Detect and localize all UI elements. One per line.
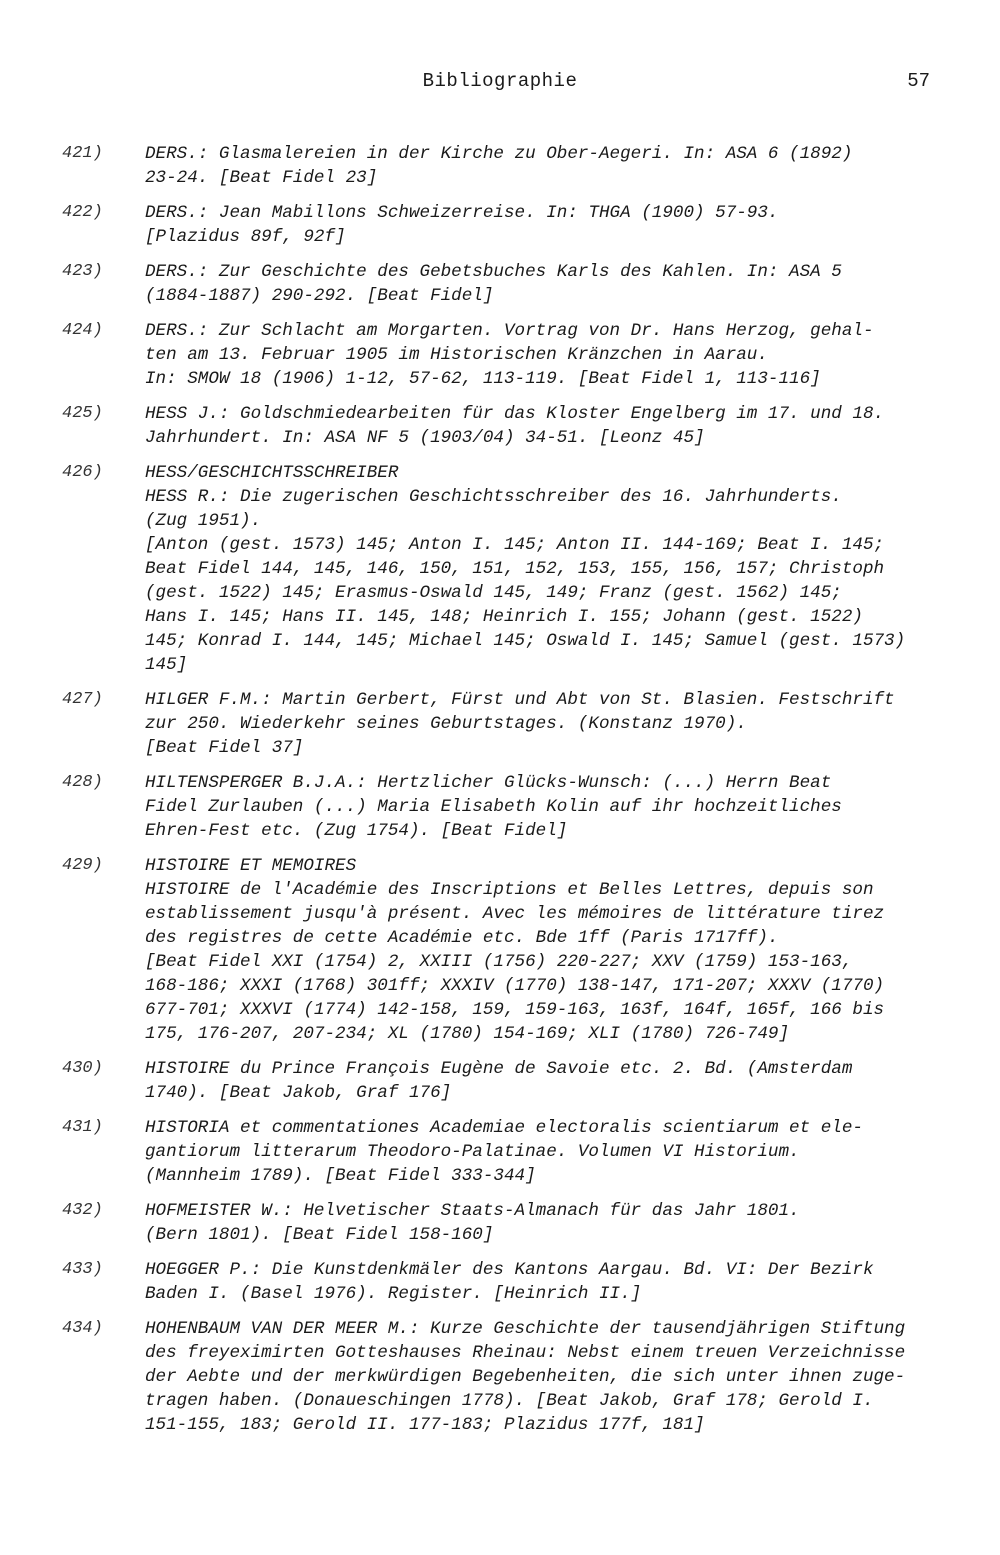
- entry-number: 425): [62, 404, 103, 423]
- entry-number: 428): [62, 773, 103, 792]
- bibliography-entry: [62, 142, 967, 190]
- entry-number: 424): [62, 321, 103, 340]
- page-number: 57: [907, 70, 930, 92]
- entry-text: HOHENBAUM VAN DER MEER M.: Kurze Geschichte der tausendjährigen Stiftung des freyeximirten Gotteshauses Rheinau: Nebst einem treuen Verzeichnisse der Aebte und der merkwürdigen Begebenheiten, die sich unter ihnen zuge- tragen haben. (Donaueschingen 1778). [Beat Jakob, Graf 178; Gerold I. 151-155, 183; Gerold II. 177-183; Plazidus 177f, 181]: [145, 1319, 906, 1435]
- bibliography-entry: [62, 402, 967, 450]
- entry-text: HOEGGER P.: Die Kunstdenkmäler des Kantons Aargau. Bd. VI: Der Bezirk Baden I. (Basel 1976). Register. [Heinrich II.]: [145, 1260, 874, 1304]
- bibliography-entry: [62, 1317, 967, 1437]
- bibliography-entry: [62, 260, 967, 308]
- entry-text: DERS.: Jean Mabillons Schweizerreise. In: THGA (1900) 57-93. [Plazidus 89f, 92f]: [145, 203, 779, 247]
- bibliography-entry: [62, 1116, 967, 1188]
- entry-text: DERS.: Zur Geschichte des Gebetsbuches Karls des Kahlen. In: ASA 5 (1884-1887) 290-292. [Beat Fidel]: [145, 262, 842, 306]
- entry-number: 434): [62, 1319, 103, 1338]
- entry-text: HISTOIRE ET MEMOIRES HISTOIRE de l'Académie des Inscriptions et Belles Lettres, depuis son establissement jusqu'à présent. Avec les mémoires de littérature tirez des registres de cette Académie etc. Bde 1ff (Paris 1717ff). [Beat Fidel XXI (1754) 2, XXIII (1756) 220-227; XXV (1759) 153-163, 168-186; XXXI (1768) 301ff; XXXIV (1770) 138-147, 171-207; XXXV (1770) 677-701; XXXVI (1774) 142-158, 159, 159-163, 163f, 164f, 165f, 166 bis 175, 176-207, 207-234; XL (1780) 154-169; XLI (1780) 726-749]: [145, 856, 885, 1044]
- entry-text: DERS.: Glasmalereien in der Kirche zu Ober-Aegeri. In: ASA 6 (1892) 23-24. [Beat Fidel 23]: [145, 144, 853, 188]
- entry-number: 423): [62, 262, 103, 281]
- bibliography-entry: [62, 1199, 967, 1247]
- entry-text: HESS J.: Goldschmiedearbeiten für das Kloster Engelberg im 17. und 18. Jahrhundert. In: ASA NF 5 (1903/04) 34-51. [Leonz 45]: [145, 404, 885, 448]
- entry-text: DERS.: Zur Schlacht am Morgarten. Vortrag von Dr. Hans Herzog, gehal- ten am 13. Februar 1905 im Historischen Kränzchen in Aarau. In: SMOW 18 (1906) 1-12, 57-62, 113-119. [Beat Fidel 1, 113-116]: [145, 321, 874, 389]
- entry-number: 421): [62, 144, 103, 163]
- entry-number: 422): [62, 203, 103, 222]
- running-title: Bibliographie: [422, 70, 578, 92]
- bibliography-entry: [62, 319, 967, 391]
- entry-text: HISTORIA et commentationes Academiae electoralis scientiarum et ele- gantiorum litterarum Theodoro-Palatinae. Volumen VI Historium. (Mannheim 1789). [Beat Fidel 333-344]: [145, 1118, 863, 1186]
- bibliography-entry: [62, 854, 967, 1046]
- bibliography-entry: [62, 1258, 967, 1306]
- bibliography-entry: [62, 201, 967, 249]
- bibliography-list: [62, 142, 967, 1448]
- entry-text: HILTENSPERGER B.J.A.: Hertzlicher Glücks-Wunsch: (...) Herrn Beat Fidel Zurlauben (...) Maria Elisabeth Kolin auf ihr hochzeitliches Ehren-Fest etc. (Zug 1754). [Beat Fidel]: [145, 773, 842, 841]
- entry-text: HOFMEISTER W.: Helvetischer Staats-Almanach für das Jahr 1801. (Bern 1801). [Beat Fidel 158-160]: [145, 1201, 800, 1245]
- bibliography-entry: [62, 1057, 967, 1105]
- entry-number: 426): [62, 463, 103, 482]
- entry-number: 433): [62, 1260, 103, 1279]
- entry-number: 429): [62, 856, 103, 875]
- entry-number: 432): [62, 1201, 103, 1220]
- entry-number: 431): [62, 1118, 103, 1137]
- entry-text: HESS/GESCHICHTSSCHREIBER HESS R.: Die zugerischen Geschichtsschreiber des 16. Jahrhunderts. (Zug 1951). [Anton (gest. 1573) 145; Anton I. 145; Anton II. 144-169; Beat I. 145; Beat Fidel 144, 145, 146, 150, 151, 152, 153, 155, 156, 157; Christoph (gest. 1522) 145; Erasmus-Oswald 145, 149; Franz (gest. 1562) 145; Hans I. 145; Hans II. 145, 148; Heinrich I. 155; Johann (gest. 1522) 145; Konrad I. 144, 145; Michael 145; Oswald I. 145; Samuel (gest. 1573) 145]: [145, 463, 906, 675]
- entry-number: 427): [62, 690, 103, 709]
- page-header: [0, 70, 1000, 96]
- bibliography-entry: [62, 771, 967, 843]
- entry-text: HILGER F.M.: Martin Gerbert, Fürst und Abt von St. Blasien. Festschrift zur 250. Wiederkehr seines Geburtstages. (Konstanz 1970). [Beat Fidel 37]: [145, 690, 895, 758]
- bibliography-entry: [62, 461, 967, 677]
- bibliography-entry: [62, 688, 967, 760]
- entry-number: 430): [62, 1059, 103, 1078]
- entry-text: HISTOIRE du Prince François Eugène de Savoie etc. 2. Bd. (Amsterdam 1740). [Beat Jakob, Graf 176]: [145, 1059, 853, 1103]
